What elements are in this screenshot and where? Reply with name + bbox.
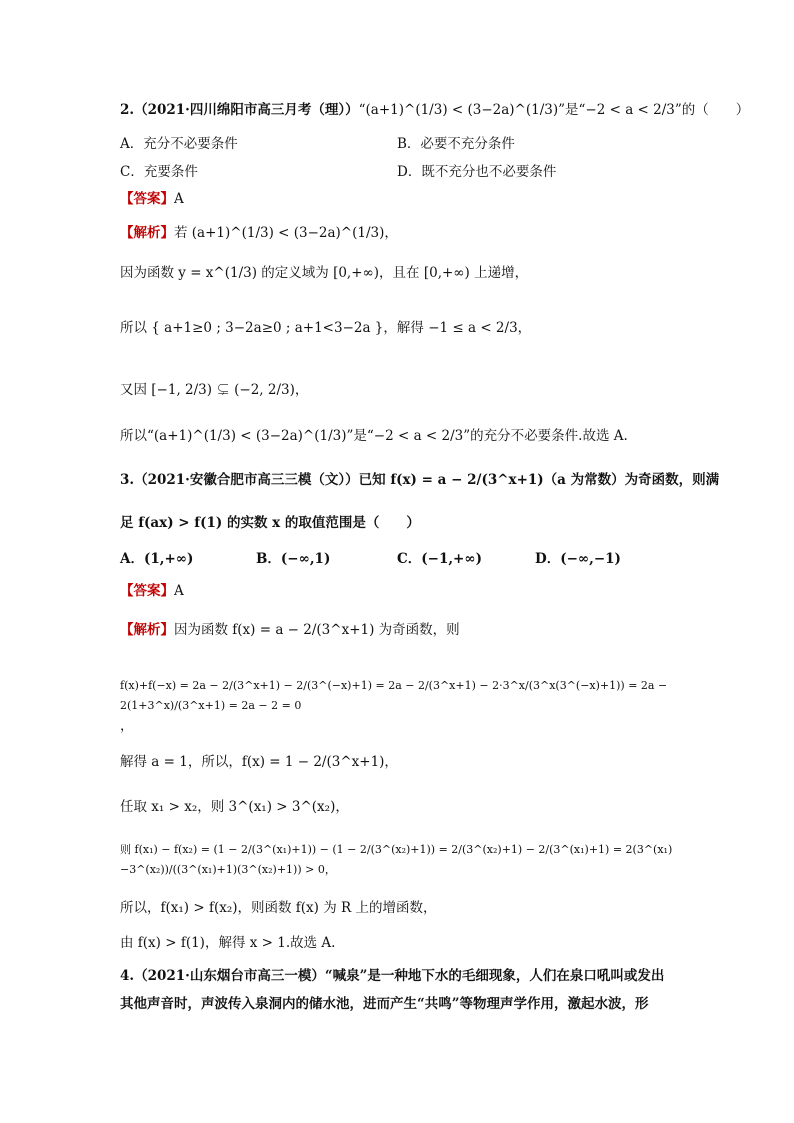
q2-stem-prefix: 2.（2021·四川绵阳市高三月考（理）） <box>120 102 359 118</box>
q4-line-1: 4.（2021·山东烟台市高三一模）“喊泉”是一种地下水的毛细现象，人们在泉口吼叫或发出 <box>120 968 665 984</box>
q2-stem-math: “(a+1)^(1/3) < (3−2a)^(1/3)”是“−2 < a < 2/3”的（ ） <box>358 102 750 118</box>
q3-analysis-line-4: 解得 a = 1，所以，f(x) = 1 − 2/(3^x+1)， <box>120 754 398 770</box>
q2-answer-label: 【答案】 <box>120 191 174 207</box>
q3-answer-value: A <box>174 583 184 599</box>
q3-analysis-label: 【解析】 <box>120 622 174 638</box>
q3-analysis-line-3: ， <box>120 718 134 734</box>
q3-analysis-line-7: 所以，f(x₁) > f(x₂)，则函数 f(x) 为 R 上的增函数， <box>120 900 437 916</box>
q2-analysis-line-3: 所以 { a+1≥0 ; 3−2a≥0 ; a+1<3−2a }，解得 −1 ≤ a < 2/3， <box>120 320 532 336</box>
q2-analysis-line-2: 因为函数 y = x^(1/3) 的定义域为 [0,+∞)，且在 [0,+∞) 上递增， <box>120 265 529 281</box>
q2-answer-value: A <box>174 191 184 207</box>
q3-analysis-line-1 <box>120 620 460 640</box>
q2-analysis-text-1: 若 (a+1)^(1/3) < (3−2a)^(1/3)， <box>174 225 398 241</box>
q4-line-2: 其他声音时，声波传入泉洞内的储水池，进而产生“共鸣”等物理声学作用，激起水波，形 <box>120 996 649 1012</box>
q2-option-b: B．必要不充分条件 <box>397 136 515 152</box>
q2-option-c: C．充要条件 <box>120 164 198 180</box>
q2-option-a: A．充分不必要条件 <box>120 136 238 152</box>
q3-analysis-line-5: 任取 x₁ > x₂，则 3^(x₁) > 3^(x₂)， <box>120 799 349 815</box>
q2-analysis-label: 【解析】 <box>120 225 174 241</box>
q3-stem: 3.（2021·安徽合肥市高三三模（文））已知 f(x) = a − 2/(3^x+1)（a 为常数）为奇函数，则满 <box>120 472 720 488</box>
q2-analysis-line-5: 所以“(a+1)^(1/3) < (3−2a)^(1/3)”是“−2 < a < 2/3”的充分不必要条件.故选 A. <box>120 428 628 444</box>
q3-answer-label: 【答案】 <box>120 583 174 599</box>
q3-option-b: B．(−∞,1) <box>256 551 331 567</box>
q3-option-d: D．(−∞,−1) <box>535 551 621 567</box>
q3-analysis-line-2: f(x)+f(−x) = 2a − 2/(3^x+1) − 2/(3^(−x)+1) = 2a − 2/(3^x+1) − 2·3^x/(3^x(3^(−x)+1)) = 2a − 2(1+3^x)/(3^x+1) = 2a − 2 = 0 <box>120 679 668 712</box>
q3-stem-2: 足 f(ax) > f(1) 的实数 x 的取值范围是（ ） <box>120 515 420 531</box>
q3-analysis-line-8: 由 f(x) > f(1)，解得 x > 1.故选 A. <box>120 935 336 951</box>
q3-analysis-line-6: 则 f(x₁) − f(x₂) = (1 − 2/(3^(x₁)+1)) − (1 − 2/(3^(x₂)+1)) = 2/(3^(x₂)+1) − 2/(3^(x₁)+1) = 2(3^(x₁)−3^(x₂))/((3^(x₁)+1)(3^(x₂)+1)) > 0， <box>120 843 673 876</box>
q3-option-a: A．(1,+∞) <box>120 551 194 567</box>
q2-option-d: D．既不充分也不必要条件 <box>397 164 557 180</box>
q3-analysis-text-1: 因为函数 f(x) = a − 2/(3^x+1) 为奇函数，则 <box>174 622 460 638</box>
q2-answer <box>120 189 184 209</box>
q3-answer <box>120 581 184 601</box>
q2-analysis-line-1 <box>120 223 398 243</box>
q3-option-c: C．(−1,+∞) <box>397 551 482 567</box>
q2-analysis-line-4: 又因 [−1, 2/3) ⊊ (−2, 2/3)， <box>120 382 309 398</box>
q2-stem <box>120 100 749 120</box>
